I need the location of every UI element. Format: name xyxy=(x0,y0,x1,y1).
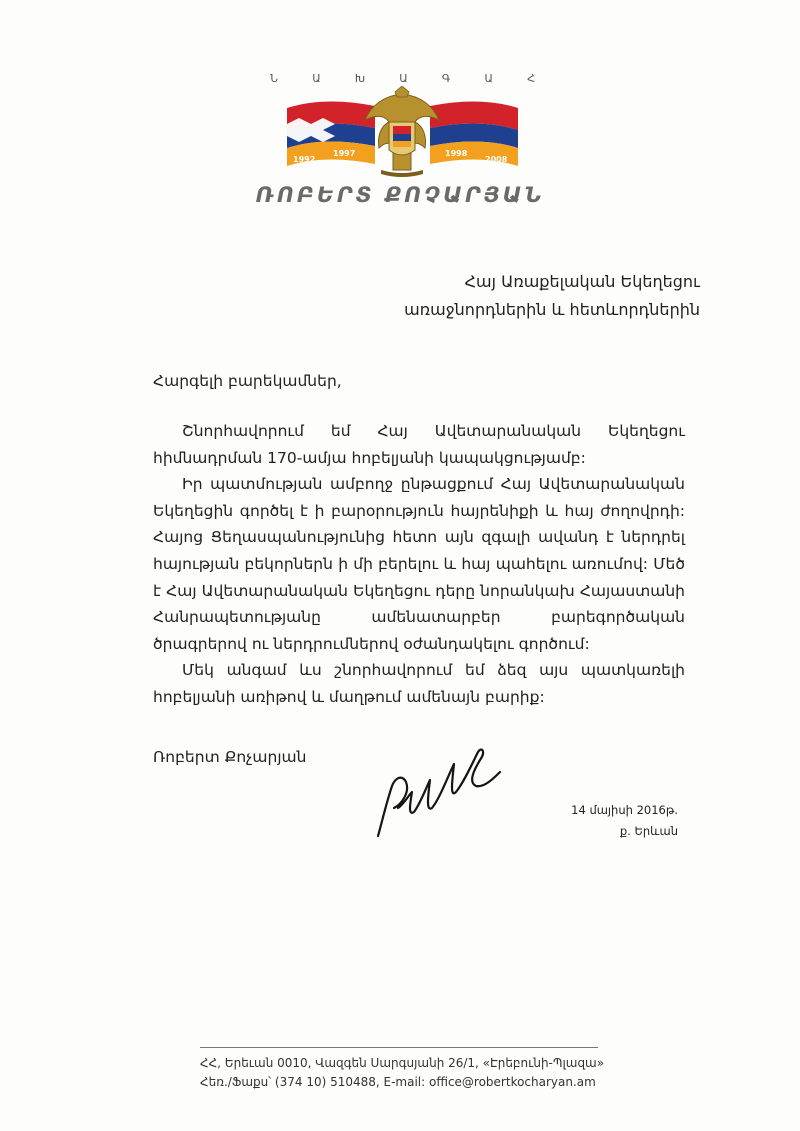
signer-name: Ռոբերտ Քոչարյան xyxy=(153,748,307,766)
title-letter: Ա xyxy=(399,72,408,85)
body-paragraph: Մեկ անգամ ևս շնորհավորում եմ ձեզ այս պատկառելի հոբելյանի առիթով և մաղթում ամենայն բարիք: xyxy=(153,661,685,706)
letter-body xyxy=(153,418,685,711)
signature-icon xyxy=(368,742,518,842)
footer-phone-email: Հեռ./Ֆաքս՝ (374 10) 510488, E-mail: office@robertkocharyan.am xyxy=(200,1075,596,1089)
title-letter: Ն xyxy=(270,72,279,85)
footer-divider xyxy=(200,1047,598,1048)
recipient-line: առաջնորդներին և հետևորդներին xyxy=(404,300,700,319)
title-letter: Ա xyxy=(484,72,493,85)
eagle-emblem-icon xyxy=(365,86,439,177)
coat-of-arms-emblem xyxy=(285,86,520,181)
body-paragraph: Իր պատմության ամբողջ ընթացքում Հայ Ավետարանական Եկեղեցին գործել է ի բարօրություն հայրենիքի և հայ ժողովրդի: Հայոց Ցեղասպանությունից հետո այն զգալի ավանդ է ներդրել հայության բեկորներն ի մի բերելու և հայ պահելու առումով: Մեծ է Հայ Ավետարանական Եկեղեցու դերը նորանկախ Հայաստանի Հանրապետությանը ամենատարբեր բարեգործական ծրագրերով ու ներդրումներով օժանդակելու գործում: xyxy=(153,475,685,653)
flag-year: 2008 xyxy=(485,155,508,164)
date-block xyxy=(571,800,678,842)
title-letter: Գ xyxy=(441,72,451,85)
letter-date: 14 մայիսի 2016թ. xyxy=(571,803,678,817)
recipient-line: Հայ Առաքելական Եկեղեցու xyxy=(464,272,700,291)
salutation: Հարգելի բարեկամներ, xyxy=(153,372,342,390)
handwritten-signature xyxy=(368,742,518,842)
footer-contact xyxy=(200,1054,610,1092)
title-letter: Խ xyxy=(354,72,366,85)
title-letter: Հ xyxy=(527,72,535,85)
letterhead-name: ՌՈԲԵՐՏ ՔՈՉԱՐՅԱՆ xyxy=(255,183,545,207)
footer-address: ՀՀ, Երեւան 0010, Վազգեն Սարգսյանի 26/1, «Էրեբունի-Պլազա» xyxy=(200,1056,605,1070)
flag-year: 1997 xyxy=(333,149,356,158)
body-paragraph: Շնորհավորում եմ Հայ Ավետարանական Եկեղեցու հիմնադրման 170-ամյա հոբելյանի կապակցությամբ: xyxy=(153,422,685,467)
title-letter: Ա xyxy=(312,72,321,85)
flags-and-eagle-icon xyxy=(285,86,520,181)
flag-year: 1992 xyxy=(293,155,316,164)
letter-place: ք. Երևան xyxy=(619,824,678,838)
recipient-block xyxy=(404,268,700,324)
flag-year: 1998 xyxy=(445,149,468,158)
letterhead-title xyxy=(270,72,535,85)
